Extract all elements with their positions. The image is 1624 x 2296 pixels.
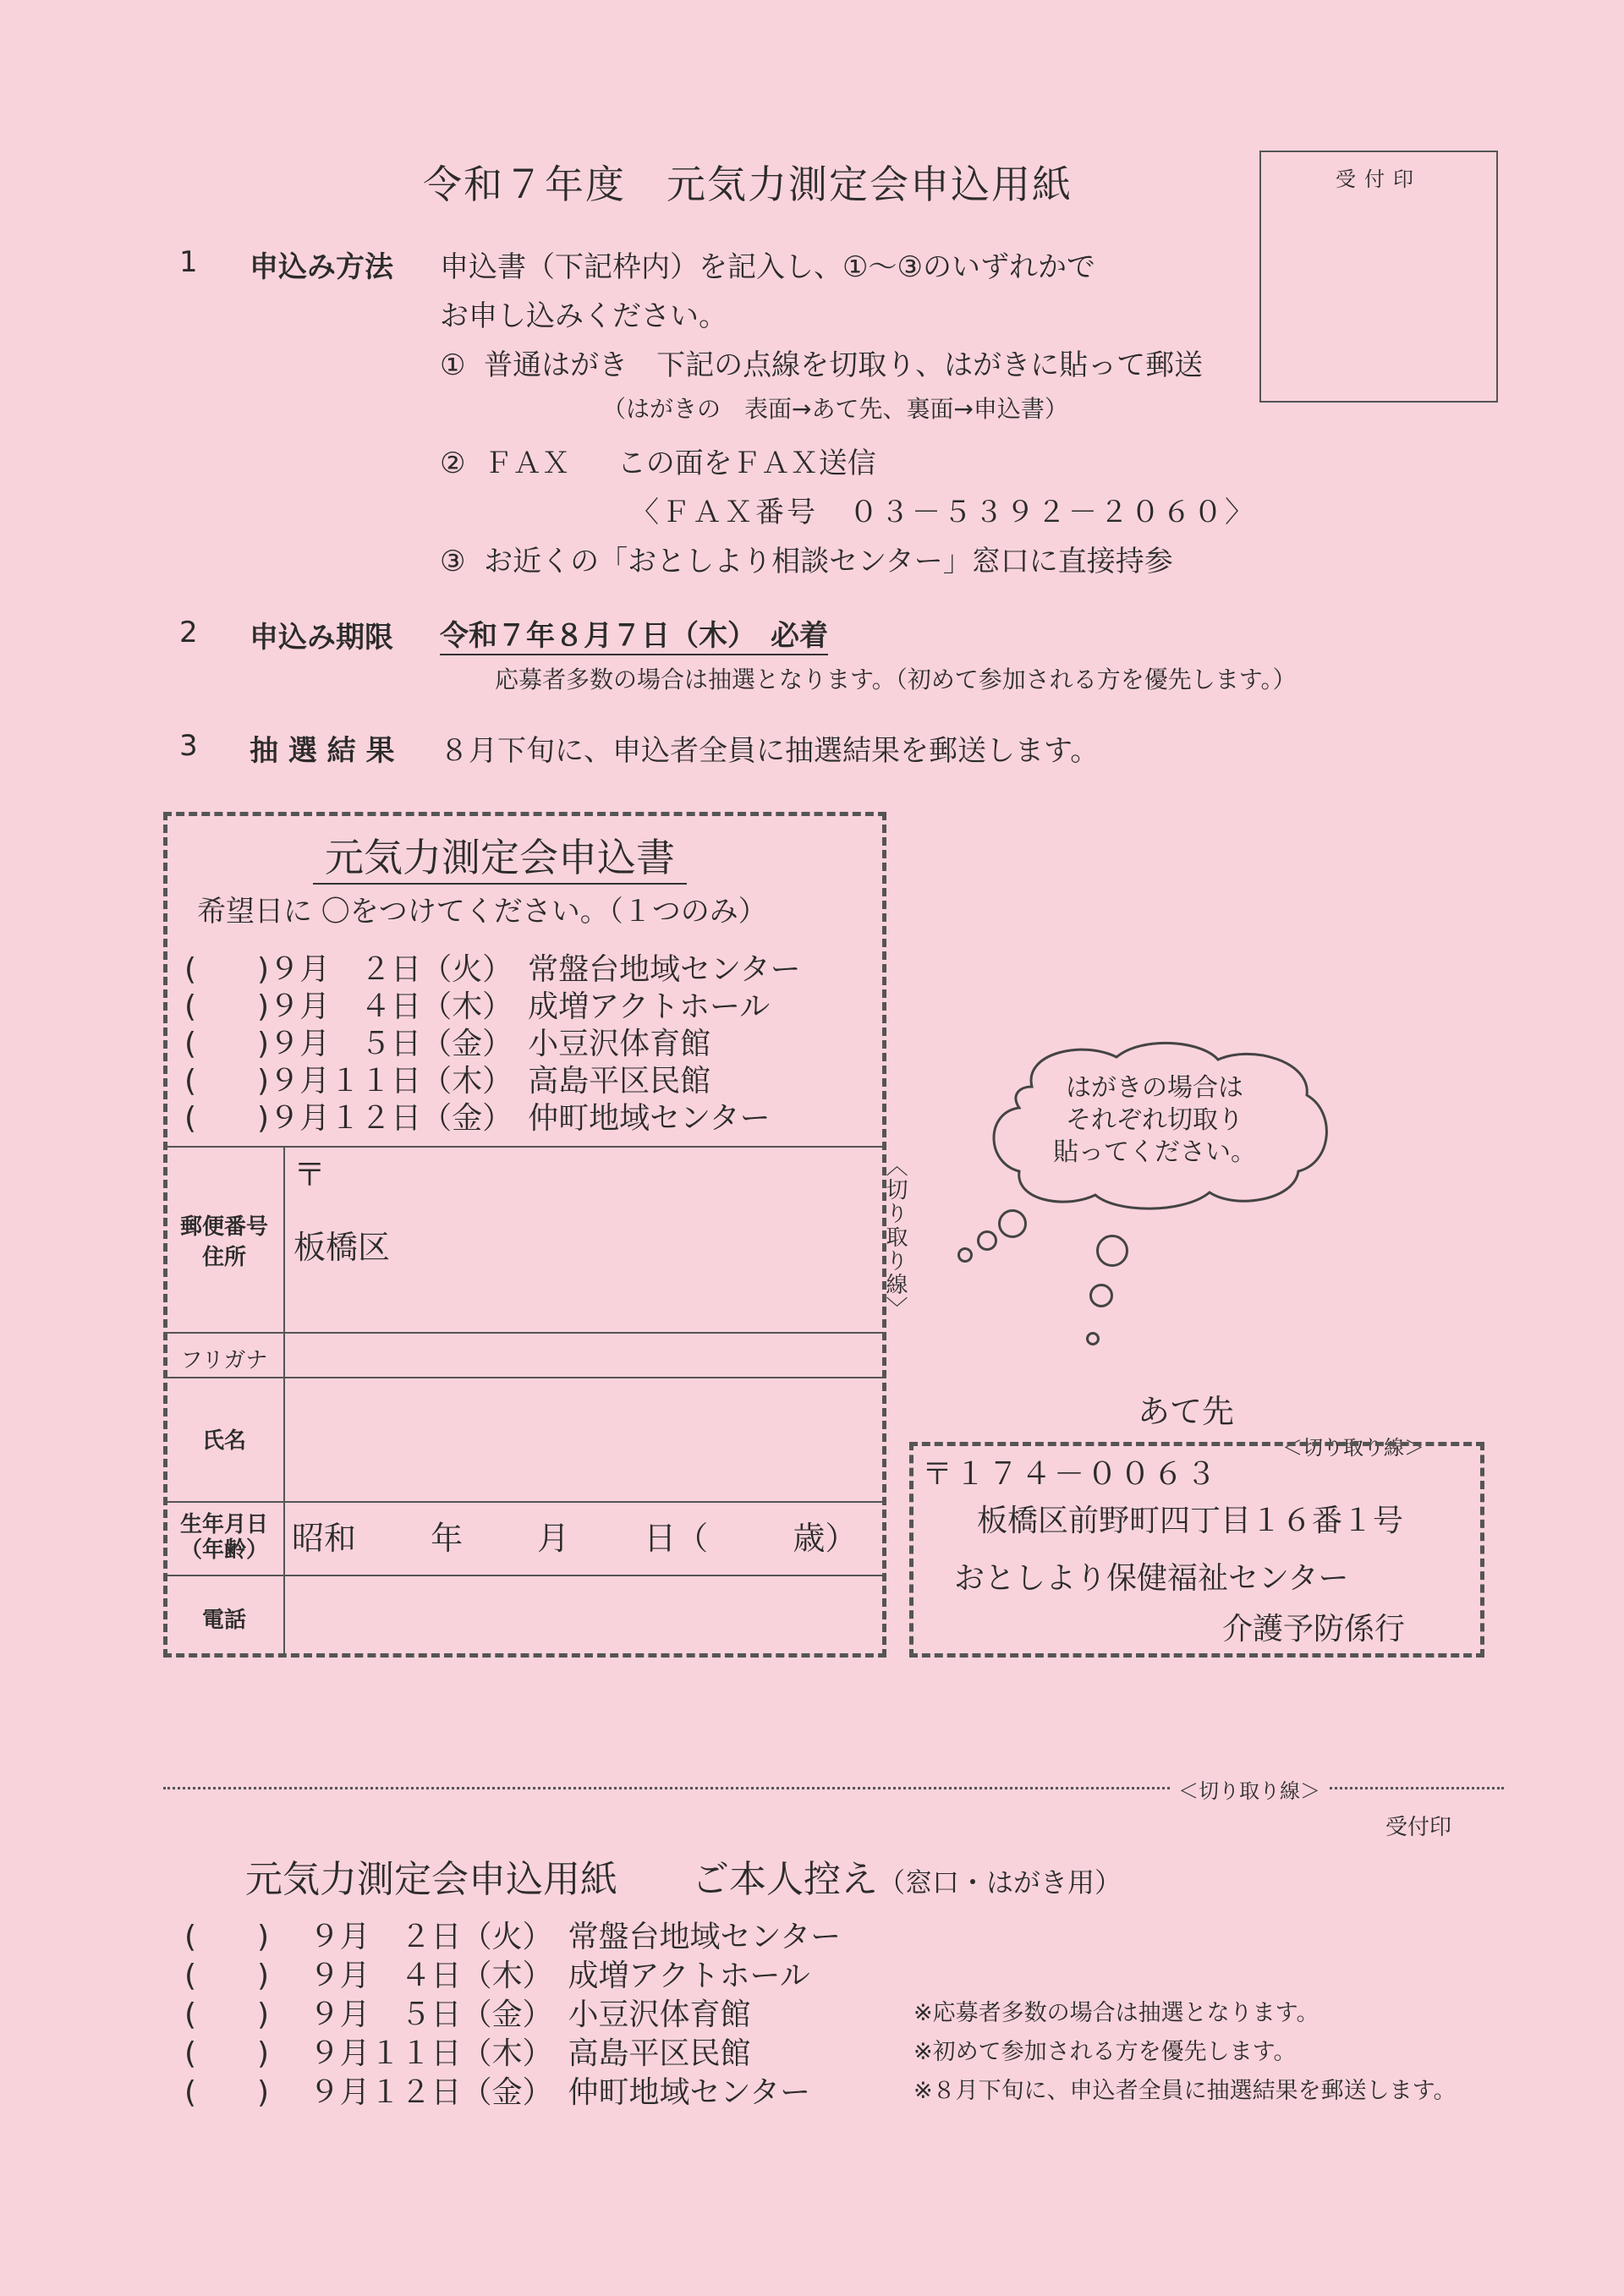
application-hint: 希望日に 〇をつけてください。（１つのみ） xyxy=(197,895,767,929)
thought-bubble-dot xyxy=(998,1209,1027,1238)
thought-bubble-dot xyxy=(1089,1284,1113,1307)
section-1-number: 1 xyxy=(179,245,198,279)
birth-label: 生年月日 xyxy=(179,1512,268,1537)
copy-title-note: （窓口・はがき用） xyxy=(877,1866,1122,1899)
postal-mark: 〒 xyxy=(294,1156,326,1193)
option-1-postcard: ① 普通はがき 下記の点線を切取り、はがきに貼って郵送 xyxy=(440,348,1204,382)
cloud-text xyxy=(1015,1072,1294,1169)
copy-title-main: 元気力測定会申込用紙 ご本人控え xyxy=(244,1858,878,1901)
section-1-heading: 申込み方法 xyxy=(250,250,393,284)
option-3-counter: ③ お近くの「おとしより相談センター」窓口に直接持参 xyxy=(440,545,1173,578)
page-title: 令和７年度 元気力測定会申込用紙 xyxy=(423,162,1073,207)
deadline: 令和７年８月７日（木） 必着 xyxy=(440,612,828,655)
cloud-line-2: それぞれ切取り xyxy=(1066,1105,1243,1135)
address-ward[interactable]: 板橋区 xyxy=(294,1229,391,1266)
bottom-cut-label: ＜切り取り線＞ xyxy=(1171,1774,1327,1804)
field-divider xyxy=(163,1377,886,1378)
application-form-title: 元気力測定会申込書 xyxy=(313,827,687,885)
field-divider xyxy=(163,1146,886,1148)
birth-field[interactable]: 昭和 年 月 日（ 歳） xyxy=(292,1520,858,1557)
address-dept: 介護予防係行 xyxy=(1222,1612,1406,1647)
thought-bubble-dot xyxy=(957,1247,973,1263)
section-3-heading: 抽 選 結 果 xyxy=(250,734,395,768)
cloud-line-1: はがきの場合は xyxy=(1066,1073,1243,1103)
copy-note-3: ※８月下旬に、申込者全員に抽選結果を郵送します。 xyxy=(914,2078,1457,2104)
thought-bubble-dot xyxy=(1096,1235,1128,1267)
deadline-note: 応募者多数の場合は抽選となります。（初めて参加される方を優先します。） xyxy=(495,666,1297,693)
copy-note-2: ※初めて参加される方を優先します。 xyxy=(914,2039,1297,2065)
date-option-3[interactable]: ( )９月 ５日（金） 小豆沢体育館 xyxy=(184,1027,711,1061)
copy-date-2: ( ) ９月 ４日（木） 成増アクトホール xyxy=(184,1959,810,1993)
section-2-heading: 申込み期限 xyxy=(250,621,393,655)
age-label: （年齢） xyxy=(179,1537,268,1563)
field-divider xyxy=(163,1575,886,1576)
phone-field[interactable] xyxy=(285,1578,877,1654)
field-divider xyxy=(163,1501,886,1503)
thought-bubble-dot xyxy=(977,1230,997,1251)
thought-bubble-dot xyxy=(1086,1332,1100,1345)
copy-date-3: ( ) ９月 ５日（金） 小豆沢体育館 xyxy=(184,1997,751,2032)
copy-stamp-label: 受付印 xyxy=(1385,1815,1452,1840)
date-option-1[interactable]: ( )９月 ２日（火） 常盤台地域センター xyxy=(184,952,801,987)
name-field[interactable] xyxy=(285,1380,877,1499)
section-3-text: ８月下旬に、申込者全員に抽選結果を郵送します。 xyxy=(440,734,1100,768)
postal-label: 郵便番号 xyxy=(179,1214,268,1240)
furigana-field[interactable] xyxy=(285,1334,877,1373)
address-org: おとしより保健福祉センター xyxy=(954,1561,1349,1596)
furigana-label: フリガナ xyxy=(180,1348,268,1373)
address-label: 住所 xyxy=(201,1245,246,1270)
copy-date-4: ( ) ９月１１日（木） 高島平区民館 xyxy=(184,2036,751,2071)
section-3-number: 3 xyxy=(179,729,198,763)
reception-stamp-label: 受付印 xyxy=(1336,167,1422,191)
address-street: 板橋区前野町四丁目１６番１号 xyxy=(977,1504,1404,1538)
date-option-4[interactable]: ( )９月１１日（木） 高島平区民館 xyxy=(184,1064,711,1099)
copy-note-1: ※応募者多数の場合は抽選となります。 xyxy=(914,2000,1320,2026)
vertical-cut-line-label: 〈切り取り線〉 xyxy=(882,1154,908,1320)
name-label: 氏名 xyxy=(201,1428,246,1454)
address-postal: 〒１７４－００６３ xyxy=(922,1457,1220,1492)
section-1-line1: 申込書（下記枠内）を記入し、①～③のいずれかで xyxy=(440,250,1095,284)
copy-date-5: ( ) ９月１２日（金） 仲町地域センター xyxy=(184,2075,811,2110)
reception-stamp-box xyxy=(1259,151,1498,403)
date-option-5[interactable]: ( )９月１２日（金） 仲町地域センター xyxy=(184,1101,771,1136)
section-1-line2: お申し込みください。 xyxy=(440,299,727,333)
copy-date-1: ( ) ９月 ２日（火） 常盤台地域センター xyxy=(184,1920,842,1954)
phone-label: 電話 xyxy=(201,1608,246,1633)
address-heading: あて先 xyxy=(1138,1393,1235,1430)
cloud-line-3: 貼ってください。 xyxy=(1053,1137,1256,1167)
option-2-fax: ② ＦＡＸ この面をＦＡＸ送信 xyxy=(440,447,876,480)
date-option-2[interactable]: ( )９月 ４日（木） 成増アクトホール xyxy=(184,989,771,1024)
section-2-number: 2 xyxy=(179,616,198,649)
fax-number: 〈ＦＡＸ番号 ０３－５３９２－２０６０〉 xyxy=(630,496,1256,529)
copy-title xyxy=(222,1806,1122,1903)
field-divider xyxy=(163,1332,886,1334)
option-1-note: （はがきの 表面→あて先、裏面→申込書） xyxy=(602,395,1068,423)
address-cut-label: ＜切り取り線＞ xyxy=(1277,1431,1429,1460)
